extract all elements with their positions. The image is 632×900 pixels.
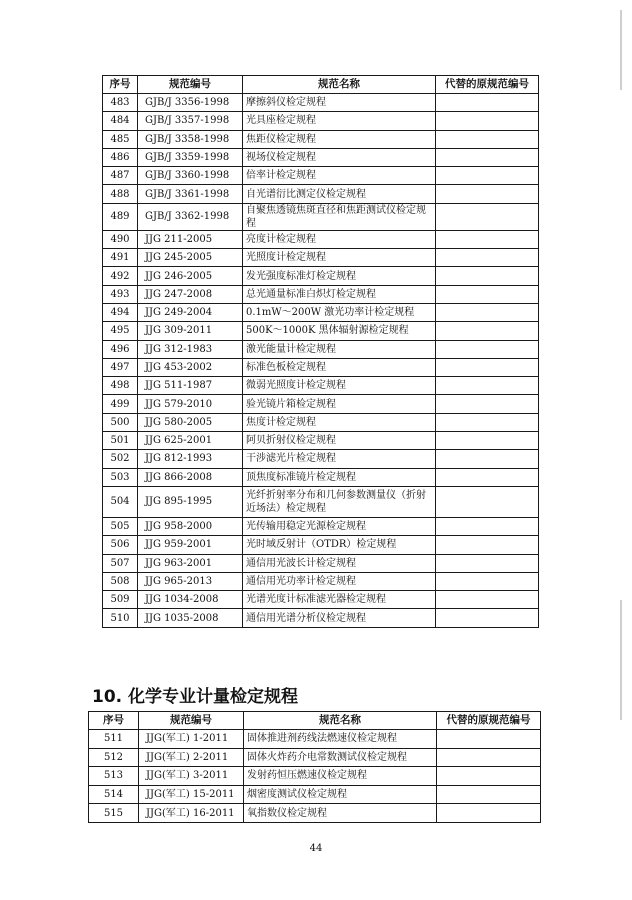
row-number: 498 bbox=[103, 377, 138, 395]
row-code: JJG 511-1987 bbox=[138, 377, 243, 395]
row-replaced bbox=[436, 230, 539, 248]
row-name: 微弱光照度计检定规程 bbox=[243, 377, 436, 395]
row-number: 511 bbox=[89, 730, 139, 749]
row-name: 光传输用稳定光源检定规程 bbox=[243, 517, 436, 535]
table-row bbox=[103, 185, 539, 203]
row-name: 发光强度标准灯检定规程 bbox=[243, 267, 436, 285]
row-number: 487 bbox=[103, 167, 138, 185]
row-name: 0.1mW～200W 激光功率计检定规程 bbox=[243, 303, 436, 321]
row-replaced bbox=[436, 322, 539, 340]
row-code: JJG 453-2002 bbox=[138, 358, 243, 376]
row-number: 515 bbox=[89, 804, 139, 823]
table-row bbox=[103, 377, 539, 395]
row-replaced bbox=[436, 413, 539, 431]
row-code: JJG(军工) 3-2011 bbox=[139, 767, 244, 786]
row-number: 496 bbox=[103, 340, 138, 358]
row-number: 495 bbox=[103, 322, 138, 340]
table-row bbox=[103, 303, 539, 321]
row-replaced bbox=[436, 591, 539, 609]
row-code: JJG(军工) 1-2011 bbox=[139, 730, 244, 749]
row-number: 505 bbox=[103, 517, 138, 535]
row-replaced bbox=[436, 167, 539, 185]
row-name: 固体火炸药介电常数测试仪检定规程 bbox=[244, 748, 437, 767]
row-number: 493 bbox=[103, 285, 138, 303]
row-replaced bbox=[436, 340, 539, 358]
row-name: 光具座检定规程 bbox=[243, 112, 436, 130]
row-number: 483 bbox=[103, 94, 138, 112]
table-row bbox=[103, 203, 539, 230]
row-name: 视场仪检定规程 bbox=[243, 148, 436, 166]
table-row bbox=[89, 730, 541, 749]
row-number: 491 bbox=[103, 249, 138, 267]
table-row bbox=[103, 285, 539, 303]
row-replaced bbox=[436, 536, 539, 554]
table-row bbox=[103, 609, 539, 627]
table-row bbox=[103, 230, 539, 248]
table-row bbox=[103, 536, 539, 554]
table-body bbox=[89, 730, 541, 823]
row-code: JJG 312-1983 bbox=[138, 340, 243, 358]
table-row bbox=[89, 804, 541, 823]
table-row bbox=[89, 767, 541, 786]
row-name: 发射药恒压燃速仪检定规程 bbox=[244, 767, 437, 786]
row-code: GJB/J 3356-1998 bbox=[138, 94, 243, 112]
row-number: 509 bbox=[103, 591, 138, 609]
row-replaced bbox=[437, 748, 541, 767]
row-number: 512 bbox=[89, 748, 139, 767]
calibration-table-chemistry bbox=[88, 711, 541, 823]
row-name: 干涉滤光片检定规程 bbox=[243, 450, 436, 468]
row-code: JJG 812-1993 bbox=[138, 450, 243, 468]
table-row bbox=[103, 148, 539, 166]
row-replaced bbox=[436, 609, 539, 627]
row-replaced bbox=[436, 148, 539, 166]
row-replaced bbox=[436, 249, 539, 267]
row-number: 497 bbox=[103, 358, 138, 376]
row-name: 倍率计检定规程 bbox=[243, 167, 436, 185]
row-code: JJG 309-2011 bbox=[138, 322, 243, 340]
row-replaced bbox=[436, 303, 539, 321]
row-name: 阿贝折射仪检定规程 bbox=[243, 432, 436, 450]
row-code: JJG 965-2013 bbox=[138, 572, 243, 590]
table-row bbox=[103, 267, 539, 285]
row-replaced bbox=[436, 112, 539, 130]
row-name: 固体推进剂药线法燃速仪检定规程 bbox=[244, 730, 437, 749]
table-row bbox=[103, 395, 539, 413]
row-number: 502 bbox=[103, 450, 138, 468]
row-replaced bbox=[436, 468, 539, 486]
row-replaced bbox=[437, 730, 541, 749]
header-code: 规范编号 bbox=[139, 712, 244, 730]
row-number: 490 bbox=[103, 230, 138, 248]
row-replaced bbox=[437, 785, 541, 804]
row-replaced bbox=[436, 395, 539, 413]
row-code: JJG 249-2004 bbox=[138, 303, 243, 321]
row-replaced bbox=[436, 450, 539, 468]
table-header-row bbox=[103, 76, 539, 94]
row-number: 504 bbox=[103, 486, 138, 517]
row-name: 激光能量计检定规程 bbox=[243, 340, 436, 358]
table-row bbox=[103, 486, 539, 517]
scan-edge-mark bbox=[620, 600, 622, 720]
row-name: 标准色板检定规程 bbox=[243, 358, 436, 376]
row-code: GJB/J 3359-1998 bbox=[138, 148, 243, 166]
row-name: 自光谱衍比测定仪检定规程 bbox=[243, 185, 436, 203]
table-row bbox=[103, 249, 539, 267]
row-code: JJG(军工) 2-2011 bbox=[139, 748, 244, 767]
row-replaced bbox=[436, 285, 539, 303]
table-row bbox=[103, 413, 539, 431]
row-replaced bbox=[436, 554, 539, 572]
header-no: 序号 bbox=[103, 76, 138, 94]
row-number: 506 bbox=[103, 536, 138, 554]
row-number: 494 bbox=[103, 303, 138, 321]
row-code: JJG 959-2001 bbox=[138, 536, 243, 554]
row-name: 光照度计检定规程 bbox=[243, 249, 436, 267]
row-code: JJG(军工) 16-2011 bbox=[139, 804, 244, 823]
row-code: GJB/J 3360-1998 bbox=[138, 167, 243, 185]
row-replaced bbox=[436, 267, 539, 285]
row-code: JJG 580-2005 bbox=[138, 413, 243, 431]
row-name: 通信用光功率计检定规程 bbox=[243, 572, 436, 590]
header-replaced: 代替的原规范编号 bbox=[436, 76, 539, 94]
row-number: 510 bbox=[103, 609, 138, 627]
row-replaced bbox=[436, 94, 539, 112]
table-row bbox=[103, 340, 539, 358]
row-name: 焦距仪检定规程 bbox=[243, 130, 436, 148]
row-number: 488 bbox=[103, 185, 138, 203]
table-row bbox=[103, 554, 539, 572]
table-row bbox=[103, 167, 539, 185]
row-number: 486 bbox=[103, 148, 138, 166]
row-name: 焦度计检定规程 bbox=[243, 413, 436, 431]
page-number: 44 bbox=[309, 843, 323, 854]
row-code: GJB/J 3362-1998 bbox=[138, 203, 243, 230]
table-row bbox=[89, 748, 541, 767]
row-name: 自聚焦透镜焦斑直径和焦距测试仪检定规程 bbox=[243, 203, 436, 230]
table-header-row bbox=[89, 712, 541, 730]
row-number: 500 bbox=[103, 413, 138, 431]
header-name: 规范名称 bbox=[243, 76, 436, 94]
row-code: JJG 895-1995 bbox=[138, 486, 243, 517]
table-row bbox=[103, 468, 539, 486]
row-name: 500K～1000K 黑体辐射源检定规程 bbox=[243, 322, 436, 340]
row-code: JJG 963-2001 bbox=[138, 554, 243, 572]
row-number: 492 bbox=[103, 267, 138, 285]
row-number: 514 bbox=[89, 785, 139, 804]
table-row bbox=[103, 358, 539, 376]
row-number: 499 bbox=[103, 395, 138, 413]
row-number: 485 bbox=[103, 130, 138, 148]
header-replaced: 代替的原规范编号 bbox=[437, 712, 541, 730]
row-number: 501 bbox=[103, 432, 138, 450]
scan-edge-mark bbox=[620, 10, 622, 90]
table-row bbox=[103, 517, 539, 535]
row-replaced bbox=[436, 185, 539, 203]
row-code: JJG 625-2001 bbox=[138, 432, 243, 450]
row-replaced bbox=[436, 203, 539, 230]
row-code: JJG 579-2010 bbox=[138, 395, 243, 413]
row-code: GJB/J 3358-1998 bbox=[138, 130, 243, 148]
table-row bbox=[103, 432, 539, 450]
row-replaced bbox=[437, 767, 541, 786]
row-name: 通信用光波长计检定规程 bbox=[243, 554, 436, 572]
row-code: GJB/J 3361-1998 bbox=[138, 185, 243, 203]
row-code: JJG 246-2005 bbox=[138, 267, 243, 285]
row-code: JJG 1035-2008 bbox=[138, 609, 243, 627]
row-name: 摩擦斜仪检定规程 bbox=[243, 94, 436, 112]
table-row bbox=[103, 450, 539, 468]
section-title: 10. 化学专业计量检定规程 bbox=[92, 687, 299, 707]
table-row bbox=[103, 94, 539, 112]
table-row bbox=[103, 112, 539, 130]
row-name: 总光通量标准白炽灯检定规程 bbox=[243, 285, 436, 303]
row-replaced bbox=[437, 804, 541, 823]
row-name: 验光镜片箱检定规程 bbox=[243, 395, 436, 413]
row-code: JJG(军工) 15-2011 bbox=[139, 785, 244, 804]
header-name: 规范名称 bbox=[244, 712, 437, 730]
row-name: 顶焦度标准镜片检定规程 bbox=[243, 468, 436, 486]
row-code: JJG 866-2008 bbox=[138, 468, 243, 486]
row-replaced bbox=[436, 572, 539, 590]
table-row bbox=[103, 572, 539, 590]
row-code: JJG 247-2008 bbox=[138, 285, 243, 303]
row-name: 光纤折射率分布和几何参数测量仪（折射近场法）检定规程 bbox=[243, 486, 436, 517]
row-number: 508 bbox=[103, 572, 138, 590]
table-body bbox=[103, 94, 539, 628]
row-number: 489 bbox=[103, 203, 138, 230]
row-name: 光时域反射计（OTDR）检定规程 bbox=[243, 536, 436, 554]
row-name: 氧指数仪检定规程 bbox=[244, 804, 437, 823]
row-replaced bbox=[436, 130, 539, 148]
row-replaced bbox=[436, 517, 539, 535]
calibration-table-optical bbox=[102, 75, 539, 628]
row-replaced bbox=[436, 358, 539, 376]
row-name: 亮度计检定规程 bbox=[243, 230, 436, 248]
table-row bbox=[103, 130, 539, 148]
row-number: 513 bbox=[89, 767, 139, 786]
row-code: JJG 1034-2008 bbox=[138, 591, 243, 609]
header-no: 序号 bbox=[89, 712, 139, 730]
row-name: 通信用光谱分析仪检定规程 bbox=[243, 609, 436, 627]
row-replaced bbox=[436, 486, 539, 517]
row-replaced bbox=[436, 377, 539, 395]
row-code: JJG 211-2005 bbox=[138, 230, 243, 248]
row-code: GJB/J 3357-1998 bbox=[138, 112, 243, 130]
row-number: 507 bbox=[103, 554, 138, 572]
row-code: JJG 958-2000 bbox=[138, 517, 243, 535]
row-name: 光谱光度计标准滤光器检定规程 bbox=[243, 591, 436, 609]
row-code: JJG 245-2005 bbox=[138, 249, 243, 267]
table-row bbox=[89, 785, 541, 804]
header-code: 规范编号 bbox=[138, 76, 243, 94]
row-replaced bbox=[436, 432, 539, 450]
row-number: 484 bbox=[103, 112, 138, 130]
row-number: 503 bbox=[103, 468, 138, 486]
table-row bbox=[103, 591, 539, 609]
table-row bbox=[103, 322, 539, 340]
row-name: 烟密度测试仪检定规程 bbox=[244, 785, 437, 804]
